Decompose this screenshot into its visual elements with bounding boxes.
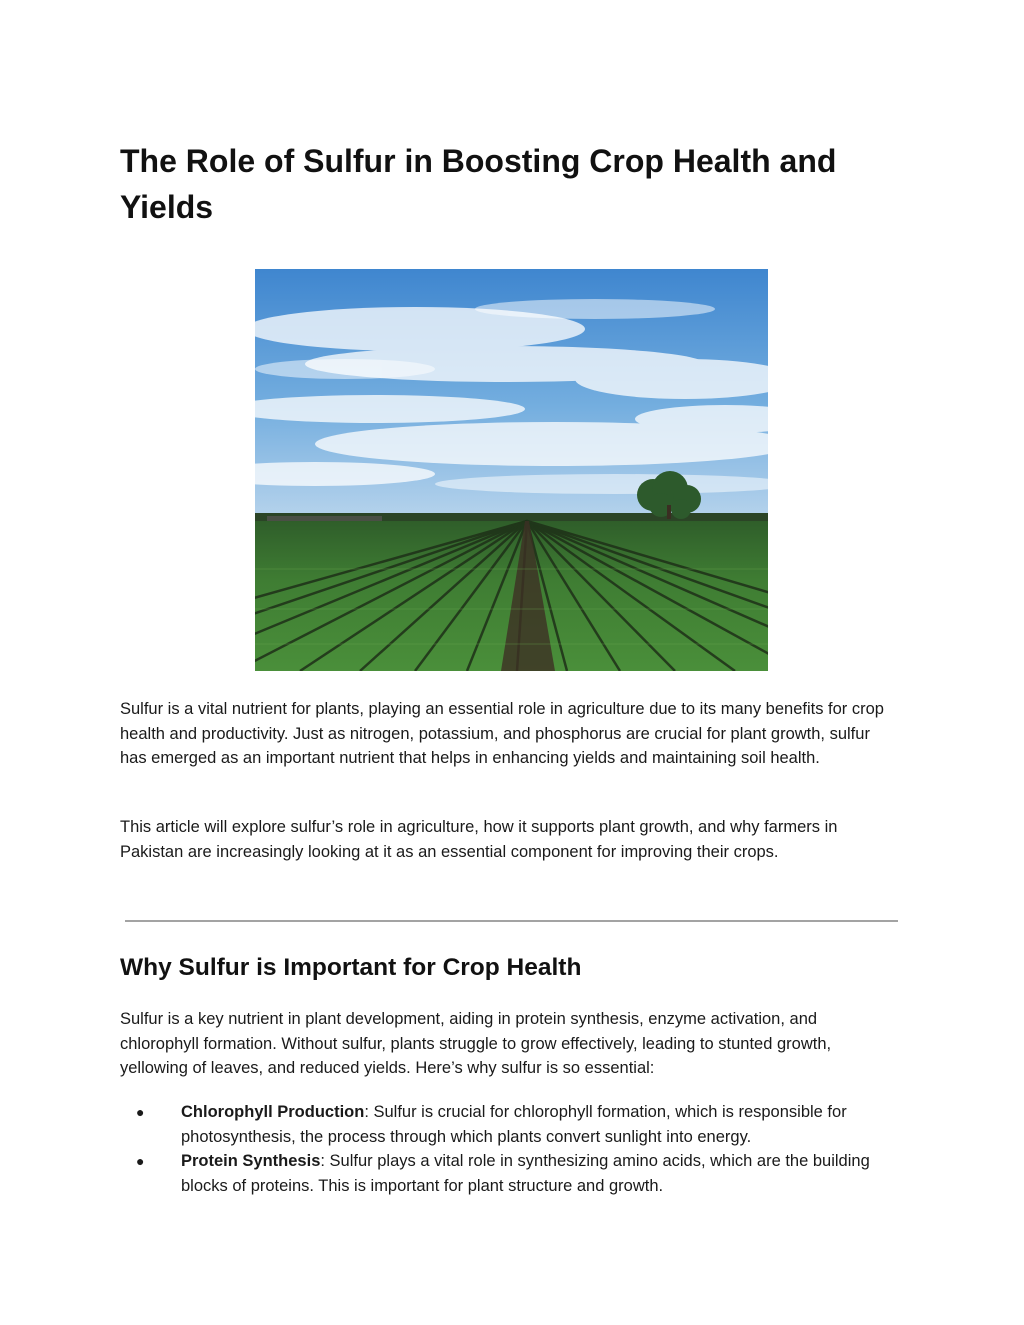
- intro-paragraph-2: This article will explore sulfur’s role in agriculture, how it supports plant growth, and why farmers in Pakistan are increasingly looking at it as an essential component for improving their crops.: [120, 818, 838, 861]
- list-item: [120, 1100, 900, 1149]
- section-heading: Why Sulfur is Important for Crop Health: [120, 954, 582, 981]
- bullet-term: Protein Synthesis: [181, 1152, 321, 1170]
- article-title: The Role of Sulfur in Boosting Crop Health and Yields: [120, 143, 837, 225]
- list-item: [120, 1149, 900, 1198]
- bullet-term: Chlorophyll Production: [181, 1103, 365, 1121]
- intro-paragraph-1: Sulfur is a vital nutrient for plants, playing an essential role in agriculture due to its many benefits for crop health and productivity. Just as nitrogen, potassium, and phosphorus are crucial for plant growth, sulfur has emerged as an important nutrient that helps in enhancing yields and maintaining soil health.: [120, 700, 884, 767]
- bullet-marker: ●: [136, 1153, 145, 1169]
- bullet-marker: ●: [136, 1104, 145, 1120]
- horizontal-divider: [125, 920, 898, 922]
- bullet-text: : Sulfur is crucial for chlorophyll formation, which is responsible for photosynthesis, the process through which plants convert sunlight into energy.: [181, 1103, 847, 1146]
- bullet-text: : Sulfur plays a vital role in synthesizing amino acids, which are the building blocks of proteins. This is important for plant structure and growth.: [181, 1152, 870, 1195]
- bullet-list: [120, 1100, 900, 1198]
- crop-field-image: [255, 269, 768, 671]
- section-paragraph: Sulfur is a key nutrient in plant development, aiding in protein synthesis, enzyme activation, and chlorophyll formation. Without sulfur, plants struggle to grow effectively, leading to stunted growth, yellowing of leaves, and reduced yields. Here’s why sulfur is so essential:: [120, 1010, 832, 1077]
